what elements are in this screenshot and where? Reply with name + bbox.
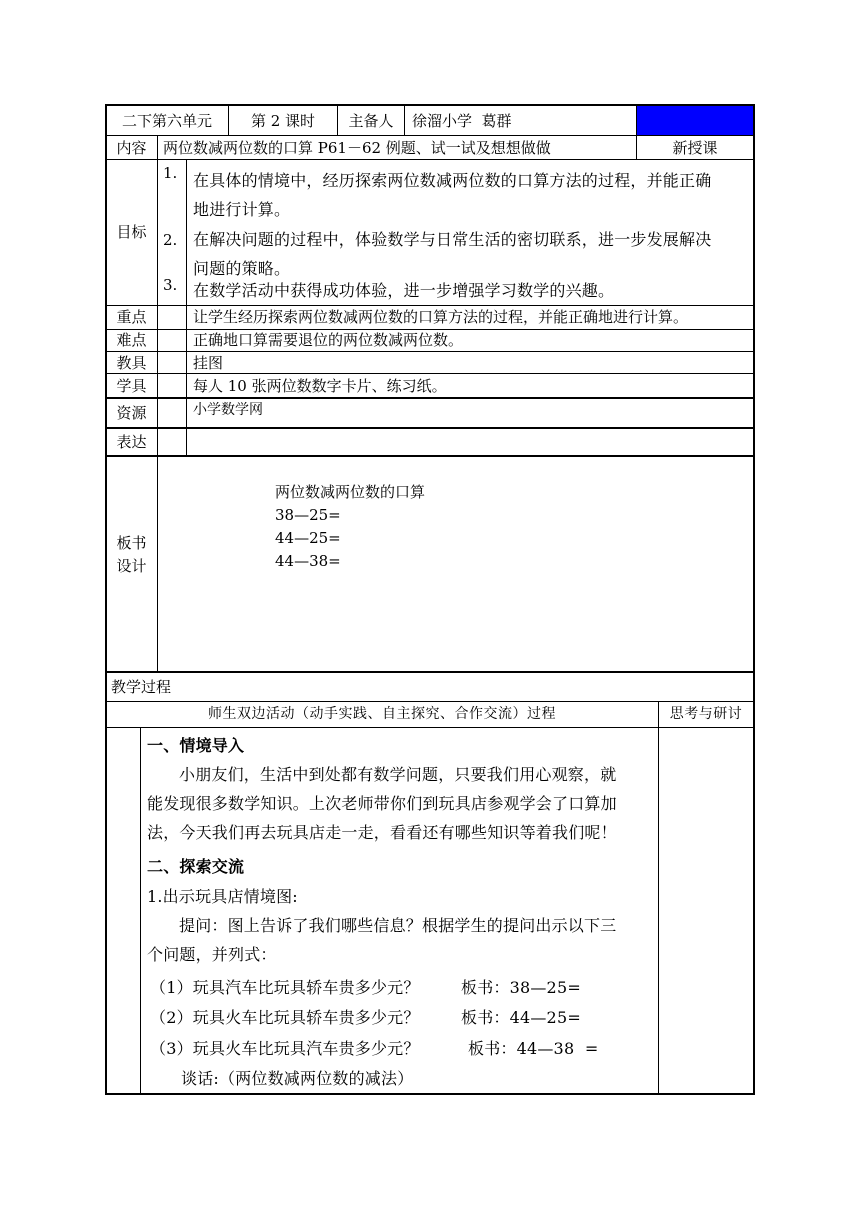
difficulty-value: 正确地口算需要退位的两位数减两位数。 — [193, 331, 464, 349]
row-rule — [105, 351, 755, 352]
goal-2-line-1: 在解决问题的过程中，体验数学与日常生活的密切联系，进一步发展解决 — [193, 230, 712, 249]
teaching-aids-label: 教具 — [116, 354, 147, 372]
board-label-line2: 设计 — [116, 557, 147, 575]
key-point-label: 重点 — [116, 308, 147, 326]
goal-1 — [193, 166, 753, 224]
col-rule — [157, 159, 158, 671]
section-1-line-1: 小朋友们，生活中到处都有数学问题，只要我们用心观察，就 — [179, 765, 617, 784]
row-rule — [105, 135, 755, 136]
student-aids-value: 每人 10 张两位数数字卡片、练习纸。 — [193, 377, 447, 395]
goal-3 — [193, 278, 753, 304]
lesson-type: 新授课 — [672, 139, 718, 157]
question-1-board: 板书：38—25= — [461, 978, 581, 997]
board-label-line1: 板书 — [116, 534, 147, 552]
goal-2-line-2: 问题的策略。 — [193, 259, 291, 278]
student-aids-label: 学具 — [116, 377, 147, 395]
row-rule — [105, 397, 755, 399]
question-2: （2）玩具火车比玩具轿车贵多少元？ — [150, 1008, 420, 1027]
section-1-body — [147, 760, 657, 847]
section-1-title: 一、情境导入 — [147, 736, 245, 755]
table-border-bottom — [105, 1093, 755, 1095]
accent-cell — [637, 106, 753, 135]
table-border-right — [753, 104, 755, 1095]
ask-line-2: 个问题，并列式： — [147, 945, 277, 964]
section-1-line-3: 法，今天我们再去玩具店走一走，看看还有哪些知识等着我们呢！ — [147, 823, 617, 842]
goal-3-line-1: 在数学活动中获得成功体验，进一步增强学习数学的兴趣。 — [193, 281, 615, 300]
goal-number-1: 1. — [163, 164, 178, 182]
preparer-value: 徐溜小学 葛群 — [412, 112, 512, 130]
col-rule — [658, 701, 659, 1093]
activity-header: 师生双边活动（动手实践、自主探究、合作交流）过程 — [208, 706, 556, 722]
content-label: 内容 — [116, 139, 147, 157]
teaching-aids-value: 挂图 — [193, 354, 224, 372]
col-rule — [186, 159, 187, 455]
process-label: 教学过程 — [111, 678, 172, 696]
goal-number-3: 3. — [163, 276, 178, 294]
goal-1-line-2: 地进行计算。 — [193, 200, 291, 219]
question-3: （3）玩具火车比玩具汽车贵多少元？ — [150, 1039, 420, 1058]
preparer-label: 主备人 — [348, 112, 394, 130]
goal-1-line-1: 在具体的情境中，经历探索两位数减两位数的口算方法的过程，并能正确 — [193, 171, 712, 190]
goal-2 — [193, 225, 753, 283]
expression-label: 表达 — [116, 433, 147, 451]
row-rule — [105, 373, 755, 374]
table-border-left — [105, 104, 107, 1095]
step-1: 1.出示玩具店情境图: — [147, 887, 298, 906]
talk-text: 谈话:（两位数减两位数的减法） — [181, 1069, 414, 1088]
col-rule — [140, 727, 141, 1093]
key-point-value: 让学生经历探索两位数减两位数的口算方法的过程，并能正确地进行计算。 — [193, 308, 689, 326]
board-line-3: 44—38= — [275, 552, 341, 570]
board-line-2: 44—25= — [275, 529, 341, 547]
row-rule — [105, 671, 755, 673]
question-1: （1）玩具汽车比玩具轿车贵多少元？ — [150, 978, 420, 997]
resources-value: 小学数学网 — [193, 402, 263, 418]
section-2-title: 二、探索交流 — [147, 857, 245, 876]
row-rule — [105, 159, 755, 160]
goal-number-2: 2. — [163, 231, 178, 249]
reflection-header: 思考与研讨 — [669, 706, 743, 722]
difficulty-label: 难点 — [116, 331, 147, 349]
ask-text — [147, 911, 657, 969]
row-rule — [105, 305, 755, 306]
goals-label: 目标 — [116, 223, 147, 241]
board-line-1: 38—25= — [275, 506, 341, 524]
col-rule — [404, 104, 405, 135]
question-3-board: 板书：44—38 = — [468, 1039, 599, 1058]
ask-line-1: 提问：图上告诉了我们哪些信息？根据学生的提问出示以下三 — [179, 916, 617, 935]
unit-cell: 二下第六单元 — [121, 112, 212, 130]
resources-label: 资源 — [116, 404, 147, 422]
content-value: 两位数减两位数的口算 P61－62 例题、试一试及想想做做 — [163, 139, 551, 157]
question-2-board: 板书：44—25= — [461, 1008, 581, 1027]
row-rule — [105, 427, 755, 429]
row-rule — [105, 455, 755, 457]
lesson-cell: 第 2 课时 — [250, 112, 316, 130]
board-title: 两位数减两位数的口算 — [275, 483, 426, 501]
col-rule — [157, 135, 158, 159]
section-1-line-2: 能发现很多数学知识。上次老师带你们到玩具店参观学会了口算加 — [147, 794, 617, 813]
